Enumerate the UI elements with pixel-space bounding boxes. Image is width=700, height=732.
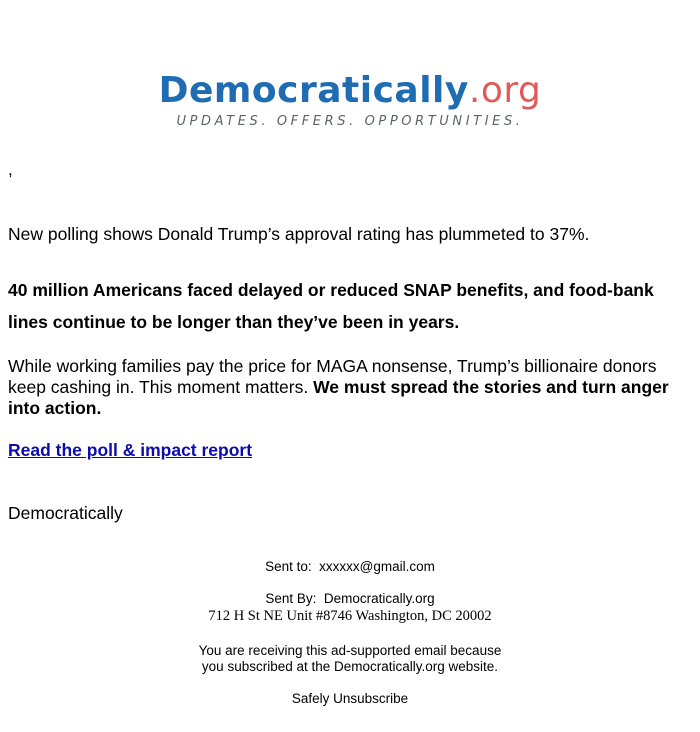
sent-by-name: Democratically.org	[323, 591, 435, 606]
notice-line-2: you subscribed at the Democratically.org website.	[201, 659, 499, 674]
snap-paragraph: 40 million Americans faced delayed or reduced SNAP benefits, and food-bank lines continue to be longer than they’ve been in years.	[8, 280, 654, 332]
sent-to-label: Sent to:	[265, 559, 312, 574]
greeting: ,	[8, 160, 13, 179]
logo-tld: .org	[468, 70, 542, 111]
unsubscribe-link[interactable]: Safely Unsubscribe	[291, 691, 409, 706]
logo-wordmark	[0, 70, 700, 112]
signoff: Democratically	[8, 503, 123, 523]
action-paragraph	[8, 356, 692, 419]
sent-to-line	[0, 559, 700, 575]
read-report-link[interactable]: Read the poll & impact report	[8, 440, 253, 460]
sent-by-label: Sent By:	[265, 591, 317, 606]
logo-name: Democratically	[158, 70, 469, 111]
polling-paragraph: New polling shows Donald Trump’s approval rating has plummeted to 37%.	[8, 224, 590, 244]
subscription-notice	[0, 643, 700, 675]
logo-tagline: UPDATES. OFFERS. OPPORTUNITIES.	[176, 114, 524, 129]
mailing-address: 712 H St NE Unit #8746 Washington, DC 20002	[208, 608, 492, 624]
action-paragraph-emphasis: We must spread the stories and turn anger into action.	[8, 377, 669, 418]
action-paragraph-text: While working families pay the price for MAGA nonsense, Trump’s billionaire donors keep cashing in. This moment matters.	[8, 356, 657, 397]
sent-to-email: xxxxxx@gmail.com	[319, 559, 435, 574]
brand-logo	[0, 70, 700, 129]
notice-line-1: You are receiving this ad-supported email because	[198, 643, 502, 658]
sent-by-line	[0, 591, 700, 607]
